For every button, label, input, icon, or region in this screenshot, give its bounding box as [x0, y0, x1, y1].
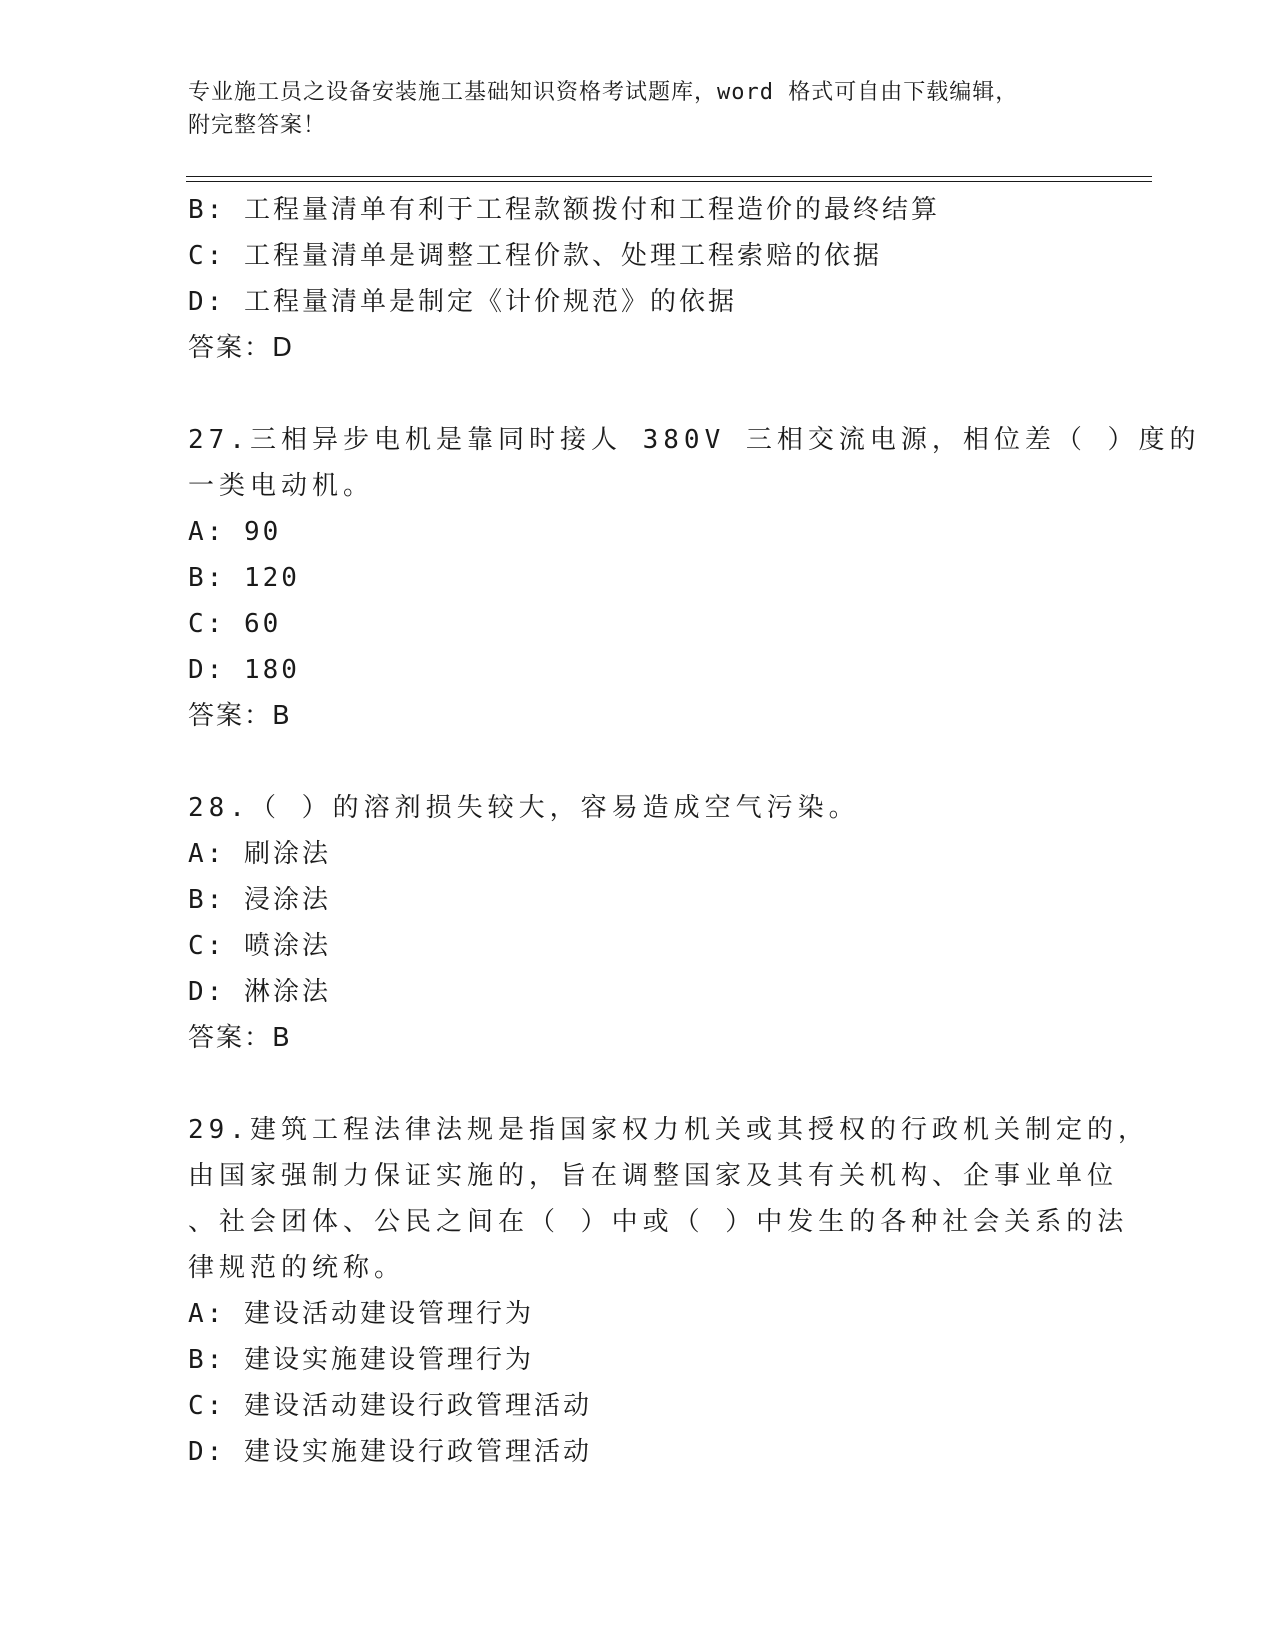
spacer [188, 1061, 1088, 1107]
header-divider-bottom [186, 181, 1152, 182]
option-b: B: 浸涂法 [188, 885, 331, 915]
question-stem-line: 由国家强制力保证实施的，旨在调整国家及其有关机构、企事业单位 [188, 1161, 1119, 1191]
option-d: D: 工程量清单是制定《计价规范》的依据 [188, 287, 737, 317]
option-c: C: 60 [188, 609, 282, 639]
question-27 [188, 417, 1201, 739]
option-b: B: 工程量清单有利于工程款额拨付和工程造价的最终结算 [188, 195, 940, 225]
option-d: D: 淋涂法 [188, 977, 331, 1007]
question-29 [188, 1107, 1149, 1475]
question-stem-line: 一类电动机。 [188, 471, 375, 501]
question-stem-line: 律规范的统称。 [188, 1253, 406, 1283]
header-line-2: 附完整答案！ [188, 113, 327, 138]
option-c: C: 建设活动建设行政管理活动 [188, 1391, 592, 1421]
option-a: A: 90 [188, 517, 282, 547]
answer-line: 答案：D [188, 333, 295, 363]
option-a: A: 建设活动建设管理行为 [188, 1299, 534, 1329]
header-divider-top [186, 176, 1152, 177]
question-stem-line: 28.（ ）的溶剂损失较大，容易造成空气污染。 [188, 793, 860, 823]
question-stem-line: 29.建筑工程法律法规是指国家权力机关或其授权的行政机关制定的， [188, 1115, 1149, 1145]
answer-line: 答案：B [188, 1023, 292, 1053]
option-b: B: 建设实施建设管理行为 [188, 1345, 534, 1375]
question-content [188, 187, 1201, 1475]
option-c: C: 工程量清单是调整工程价款、处理工程索赔的依据 [188, 241, 882, 271]
option-d: D: 180 [188, 655, 300, 685]
option-d: D: 建设实施建设行政管理活动 [188, 1437, 592, 1467]
question-stem-line: 、社会团体、公民之间在（ ）中或（ ）中发生的各种社会关系的法 [188, 1207, 1129, 1237]
question-stem-line: 27.三相异步电机是靠同时接人 380V 三相交流电源，相位差（ ）度的 [188, 425, 1201, 455]
question-28 [188, 785, 1088, 1061]
document-header [188, 76, 1088, 142]
spacer [188, 739, 1088, 785]
option-b: B: 120 [188, 563, 300, 593]
spacer [188, 371, 1088, 417]
answer-line: 答案：B [188, 701, 292, 731]
option-a: A: 刷涂法 [188, 839, 331, 869]
header-line-1: 专业施工员之设备安装施工基础知识资格考试题库，word 格式可自由下载编辑， [188, 80, 1019, 105]
option-c: C: 喷涂法 [188, 931, 331, 961]
question-26-tail [188, 187, 1088, 371]
